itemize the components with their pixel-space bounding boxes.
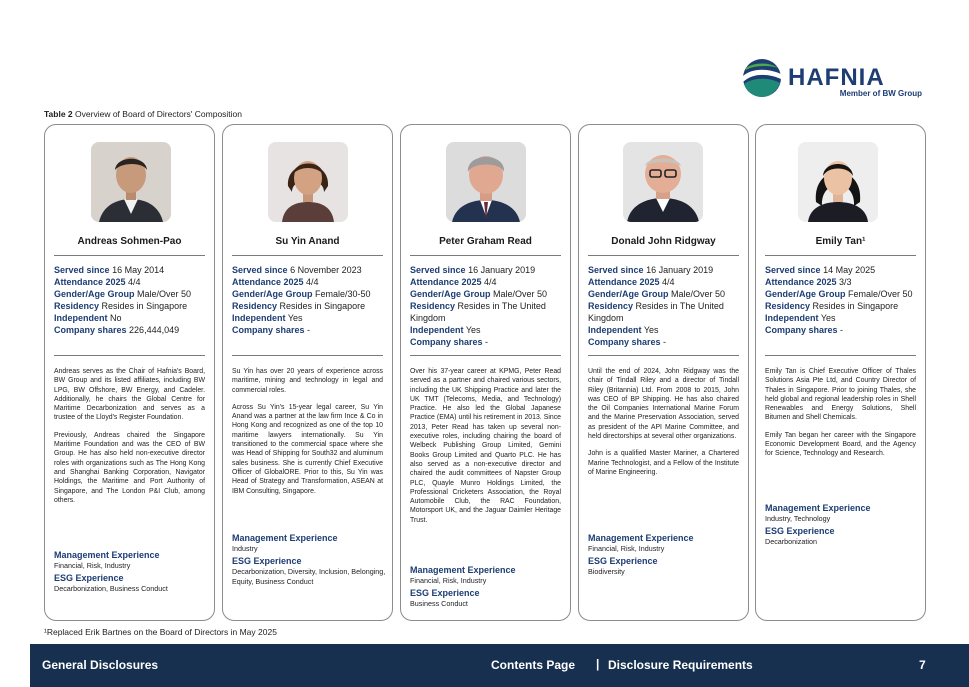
independent-label: Independent	[232, 313, 286, 323]
table-caption-label: Table 2	[44, 109, 73, 119]
director-bio	[588, 367, 739, 485]
disclosure-requirements-link[interactable]: Disclosure Requirements	[608, 658, 753, 672]
served-since-label: Served since	[54, 265, 110, 275]
director-photo	[91, 142, 171, 222]
attendance-value: 4/4	[128, 277, 141, 287]
management-experience-value: Industry, Technology	[765, 514, 831, 523]
management-experience-value: Financial, Risk, Industry	[588, 544, 665, 553]
bio-paragraph: Emily Tan is Chief Executive Officer of Thales Solutions Asia Pte Ltd, and Country Director of Thales in Singapore. Prior to joining Thales, she held global and regional leadership roles in Shell Renewables and Energy Solutions, Shell Bitumen and Shell Chemicals.	[765, 368, 916, 422]
director-experience	[232, 533, 388, 589]
director-experience	[765, 503, 921, 549]
bio-paragraph: Until the end of 2024, John Ridgway was the chair of Tindall Riley and a director of Tindall Riley (Britannia) Ltd. From 2008 to 2015, John was CEO of BP Shipping. He has also chaired the Oil Companies International Marine Forum and the Marine Preservation Association, served as president of the API Marine Committee, and held directorships at several other organizations.	[588, 368, 739, 441]
divider	[232, 355, 383, 356]
esg-experience-label: ESG Experience	[765, 526, 835, 536]
director-photo	[798, 142, 878, 222]
director-name: Peter Graham Read	[439, 236, 532, 247]
director-name: Emily Tan¹	[815, 236, 866, 247]
gender-age-label: Gender/Age Group	[410, 289, 491, 299]
bio-paragraph: Across Su Yin's 15-year legal career, Su Yin Anand was a partner at the law firm Ince & Co in Hong Kong and recognized as one of the top 10 maritime lawyers internationally. Su Yin transitioned to the commercial space where she was Head of Shipping for South32 and aluminum sales business. She is currently Chief Executive Officer of GlobalORE. Prior to this, Su Yin was Head of Strategy and Transformation, ASEAN at IBM Consulting, Singapore.	[232, 403, 383, 495]
director-facts	[410, 264, 566, 348]
divider	[588, 255, 739, 256]
served-since-value: 16 January 2019	[468, 265, 536, 275]
residency-value: Resides in The United Kingdom	[410, 301, 546, 323]
director-card-tan	[755, 124, 926, 621]
director-bio	[410, 367, 561, 533]
attendance-value: 4/4	[662, 277, 675, 287]
page-footer	[30, 644, 969, 687]
director-name: Su Yin Anand	[275, 236, 340, 247]
residency-label: Residency	[765, 301, 811, 311]
director-photo	[623, 142, 703, 222]
esg-experience-value: Business Conduct	[410, 599, 468, 608]
company-shares-label: Company shares	[765, 325, 838, 335]
director-bio	[54, 367, 205, 513]
director-photo	[268, 142, 348, 222]
director-facts	[588, 264, 744, 348]
served-since-value: 6 November 2023	[290, 265, 362, 275]
served-since-value: 14 May 2025	[823, 265, 876, 275]
management-experience-label: Management Experience	[232, 533, 338, 543]
management-experience-label: Management Experience	[410, 565, 516, 575]
portrait-image-icon	[623, 142, 703, 222]
management-experience-value: Financial, Risk, Industry	[54, 561, 131, 570]
director-card-sohmen-pao	[44, 124, 215, 621]
independent-label: Independent	[588, 325, 642, 335]
independent-value: No	[110, 313, 122, 323]
residency-value: Resides in Singapore	[812, 301, 899, 311]
company-shares-value: -	[485, 337, 489, 347]
served-since-value: 16 January 2019	[646, 265, 714, 275]
page-number: 7	[919, 658, 926, 672]
served-since-label: Served since	[765, 265, 821, 275]
independent-value: Yes	[465, 325, 481, 335]
director-card-ridgway	[578, 124, 749, 621]
management-experience-value: Financial, Risk, Industry	[410, 576, 487, 585]
company-shares-value: -	[663, 337, 667, 347]
bio-paragraph: Over his 37-year career at KPMG, Peter Read served as a partner and chaired various sectors, including the UK Shipping Practice and later the UK TMT (Telecoms, Media, and Technology) Practice. He also led the Global Japanese Practice (EMA) until his retirement in 2013. Since 2013, Peter Read has taken up several non-executive roles, including chairing the board of Welbeck Publishing Group Limited, Gemini Books Group Limited and Quarto PLC. He has also served as a non-executive director and chaired the audit committees of Napster Group PLC, Quayle Munro Holdings Limited, the Professional Cricketers Association, the Royal Automobile Club, the RAC Foundation, Motorsport UK, and the Jaguar Daimler Heritage Trust.	[410, 368, 561, 524]
independent-value: Yes	[643, 325, 659, 335]
esg-experience-value: Biodiversity	[588, 567, 625, 576]
footnote: ¹Replaced Erik Bartnes on the Board of Directors in May 2025	[44, 627, 277, 637]
residency-value: Resides in Singapore	[101, 301, 188, 311]
served-since-label: Served since	[588, 265, 644, 275]
independent-label: Independent	[54, 313, 108, 323]
served-since-label: Served since	[410, 265, 466, 275]
logo-tagline: Member of BW Group	[839, 89, 922, 98]
gender-age-label: Gender/Age Group	[232, 289, 313, 299]
director-name: Donald John Ridgway	[611, 236, 716, 247]
attendance-value: 4/4	[306, 277, 319, 287]
divider	[765, 255, 916, 256]
company-shares-label: Company shares	[588, 337, 661, 347]
table-caption	[44, 109, 242, 119]
esg-experience-value: Decarbonization, Diversity, Inclusion, Belonging, Equity, Business Conduct	[232, 567, 386, 586]
contents-page-link[interactable]: Contents Page	[491, 658, 576, 672]
management-experience-value: Industry	[232, 544, 258, 553]
esg-experience-label: ESG Experience	[588, 556, 658, 566]
served-since-label: Served since	[232, 265, 288, 275]
company-shares-value: -	[307, 325, 311, 335]
independent-value: Yes	[820, 313, 836, 323]
director-bio	[232, 367, 383, 504]
bio-paragraph: Previously, Andreas chaired the Singapore Maritime Foundation and was the CEO of BW Group. He has also held non-executive director roles with organizations such as The Hong Kong and Shanghai Banking Corporation, Navigator Holdings, the Maritime and Port Authority of Singapore, and The London P&I Club, among others.	[54, 431, 205, 504]
management-experience-label: Management Experience	[588, 533, 694, 543]
portrait-image-icon	[446, 142, 526, 222]
residency-value: Resides in The United Kingdom	[588, 301, 724, 323]
director-photo	[446, 142, 526, 222]
director-card-read	[400, 124, 571, 621]
independent-label: Independent	[410, 325, 464, 335]
divider	[232, 255, 383, 256]
director-card-anand	[222, 124, 393, 621]
gender-age-value: Male/Over 50	[493, 289, 548, 299]
divider	[54, 355, 205, 356]
company-shares-label: Company shares	[54, 325, 127, 335]
management-experience-label: Management Experience	[54, 550, 160, 560]
gender-age-label: Gender/Age Group	[54, 289, 135, 299]
footer-section-link[interactable]: General Disclosures	[42, 658, 159, 672]
esg-experience-label: ESG Experience	[54, 573, 124, 583]
served-since-value: 16 May 2014	[112, 265, 165, 275]
residency-label: Residency	[232, 301, 278, 311]
residency-value: Resides in Singapore	[279, 301, 366, 311]
attendance-label: Attendance 2025	[410, 277, 482, 287]
attendance-value: 4/4	[484, 277, 497, 287]
divider	[765, 355, 916, 356]
attendance-value: 3/3	[839, 277, 852, 287]
bio-paragraph: Su Yin has over 20 years of experience across maritime, mining and technology in legal and commercial roles.	[232, 368, 383, 394]
gender-age-value: Female/Over 50	[848, 289, 913, 299]
esg-experience-label: ESG Experience	[410, 588, 480, 598]
portrait-image-icon	[268, 142, 348, 222]
gender-age-label: Gender/Age Group	[588, 289, 669, 299]
divider	[588, 355, 739, 356]
gender-age-value: Male/Over 50	[137, 289, 192, 299]
director-facts	[765, 264, 921, 336]
management-experience-label: Management Experience	[765, 503, 871, 513]
attendance-label: Attendance 2025	[54, 277, 126, 287]
divider	[410, 255, 561, 256]
director-name: Andreas Sohmen-Pao	[77, 236, 182, 247]
hafnia-globe-icon	[742, 58, 782, 98]
table-caption-text: Overview of Board of Directors' Composition	[75, 109, 243, 119]
director-facts	[232, 264, 388, 336]
footer-separator: |	[596, 657, 600, 671]
gender-age-value: Female/30-50	[315, 289, 371, 299]
company-shares-label: Company shares	[410, 337, 483, 347]
director-bio	[765, 367, 916, 467]
gender-age-value: Male/Over 50	[671, 289, 726, 299]
director-facts	[54, 264, 210, 336]
logo-wordmark: HAFNIA	[788, 64, 885, 91]
director-experience	[588, 533, 744, 579]
attendance-label: Attendance 2025	[765, 277, 837, 287]
hafnia-logo	[742, 58, 924, 102]
company-shares-value: 226,444,049	[129, 325, 180, 335]
divider	[410, 355, 561, 356]
director-experience	[410, 565, 566, 611]
residency-label: Residency	[410, 301, 456, 311]
residency-label: Residency	[588, 301, 634, 311]
gender-age-label: Gender/Age Group	[765, 289, 846, 299]
company-shares-label: Company shares	[232, 325, 305, 335]
independent-label: Independent	[765, 313, 819, 323]
residency-label: Residency	[54, 301, 100, 311]
esg-experience-label: ESG Experience	[232, 556, 302, 566]
bio-paragraph: Emily Tan began her career with the Singapore Economic Development Board, and the Agency for Science, Technology and Research.	[765, 431, 916, 458]
director-experience	[54, 550, 210, 596]
esg-experience-value: Decarbonization	[765, 537, 817, 546]
bio-paragraph: Andreas serves as the Chair of Hafnia's Board, BW Group and its listed affiliates, including BW LPG, BW Offshore, BW Energy, and Cadeler. Additionally, he chairs the Global Centre for Maritime Decarbonization and serves as a trustee of the Lloyd's Register Foundation.	[54, 368, 205, 422]
independent-value: Yes	[287, 313, 303, 323]
attendance-label: Attendance 2025	[232, 277, 304, 287]
bio-paragraph: John is a qualified Master Mariner, a Chartered Marine Technologist, and a Fellow of the Institute of Marine Engineering.	[588, 450, 739, 476]
portrait-image-icon	[798, 142, 878, 222]
attendance-label: Attendance 2025	[588, 277, 660, 287]
esg-experience-value: Decarbonization, Business Conduct	[54, 584, 168, 593]
divider	[54, 255, 205, 256]
company-shares-value: -	[840, 325, 844, 335]
portrait-image-icon	[91, 142, 171, 222]
